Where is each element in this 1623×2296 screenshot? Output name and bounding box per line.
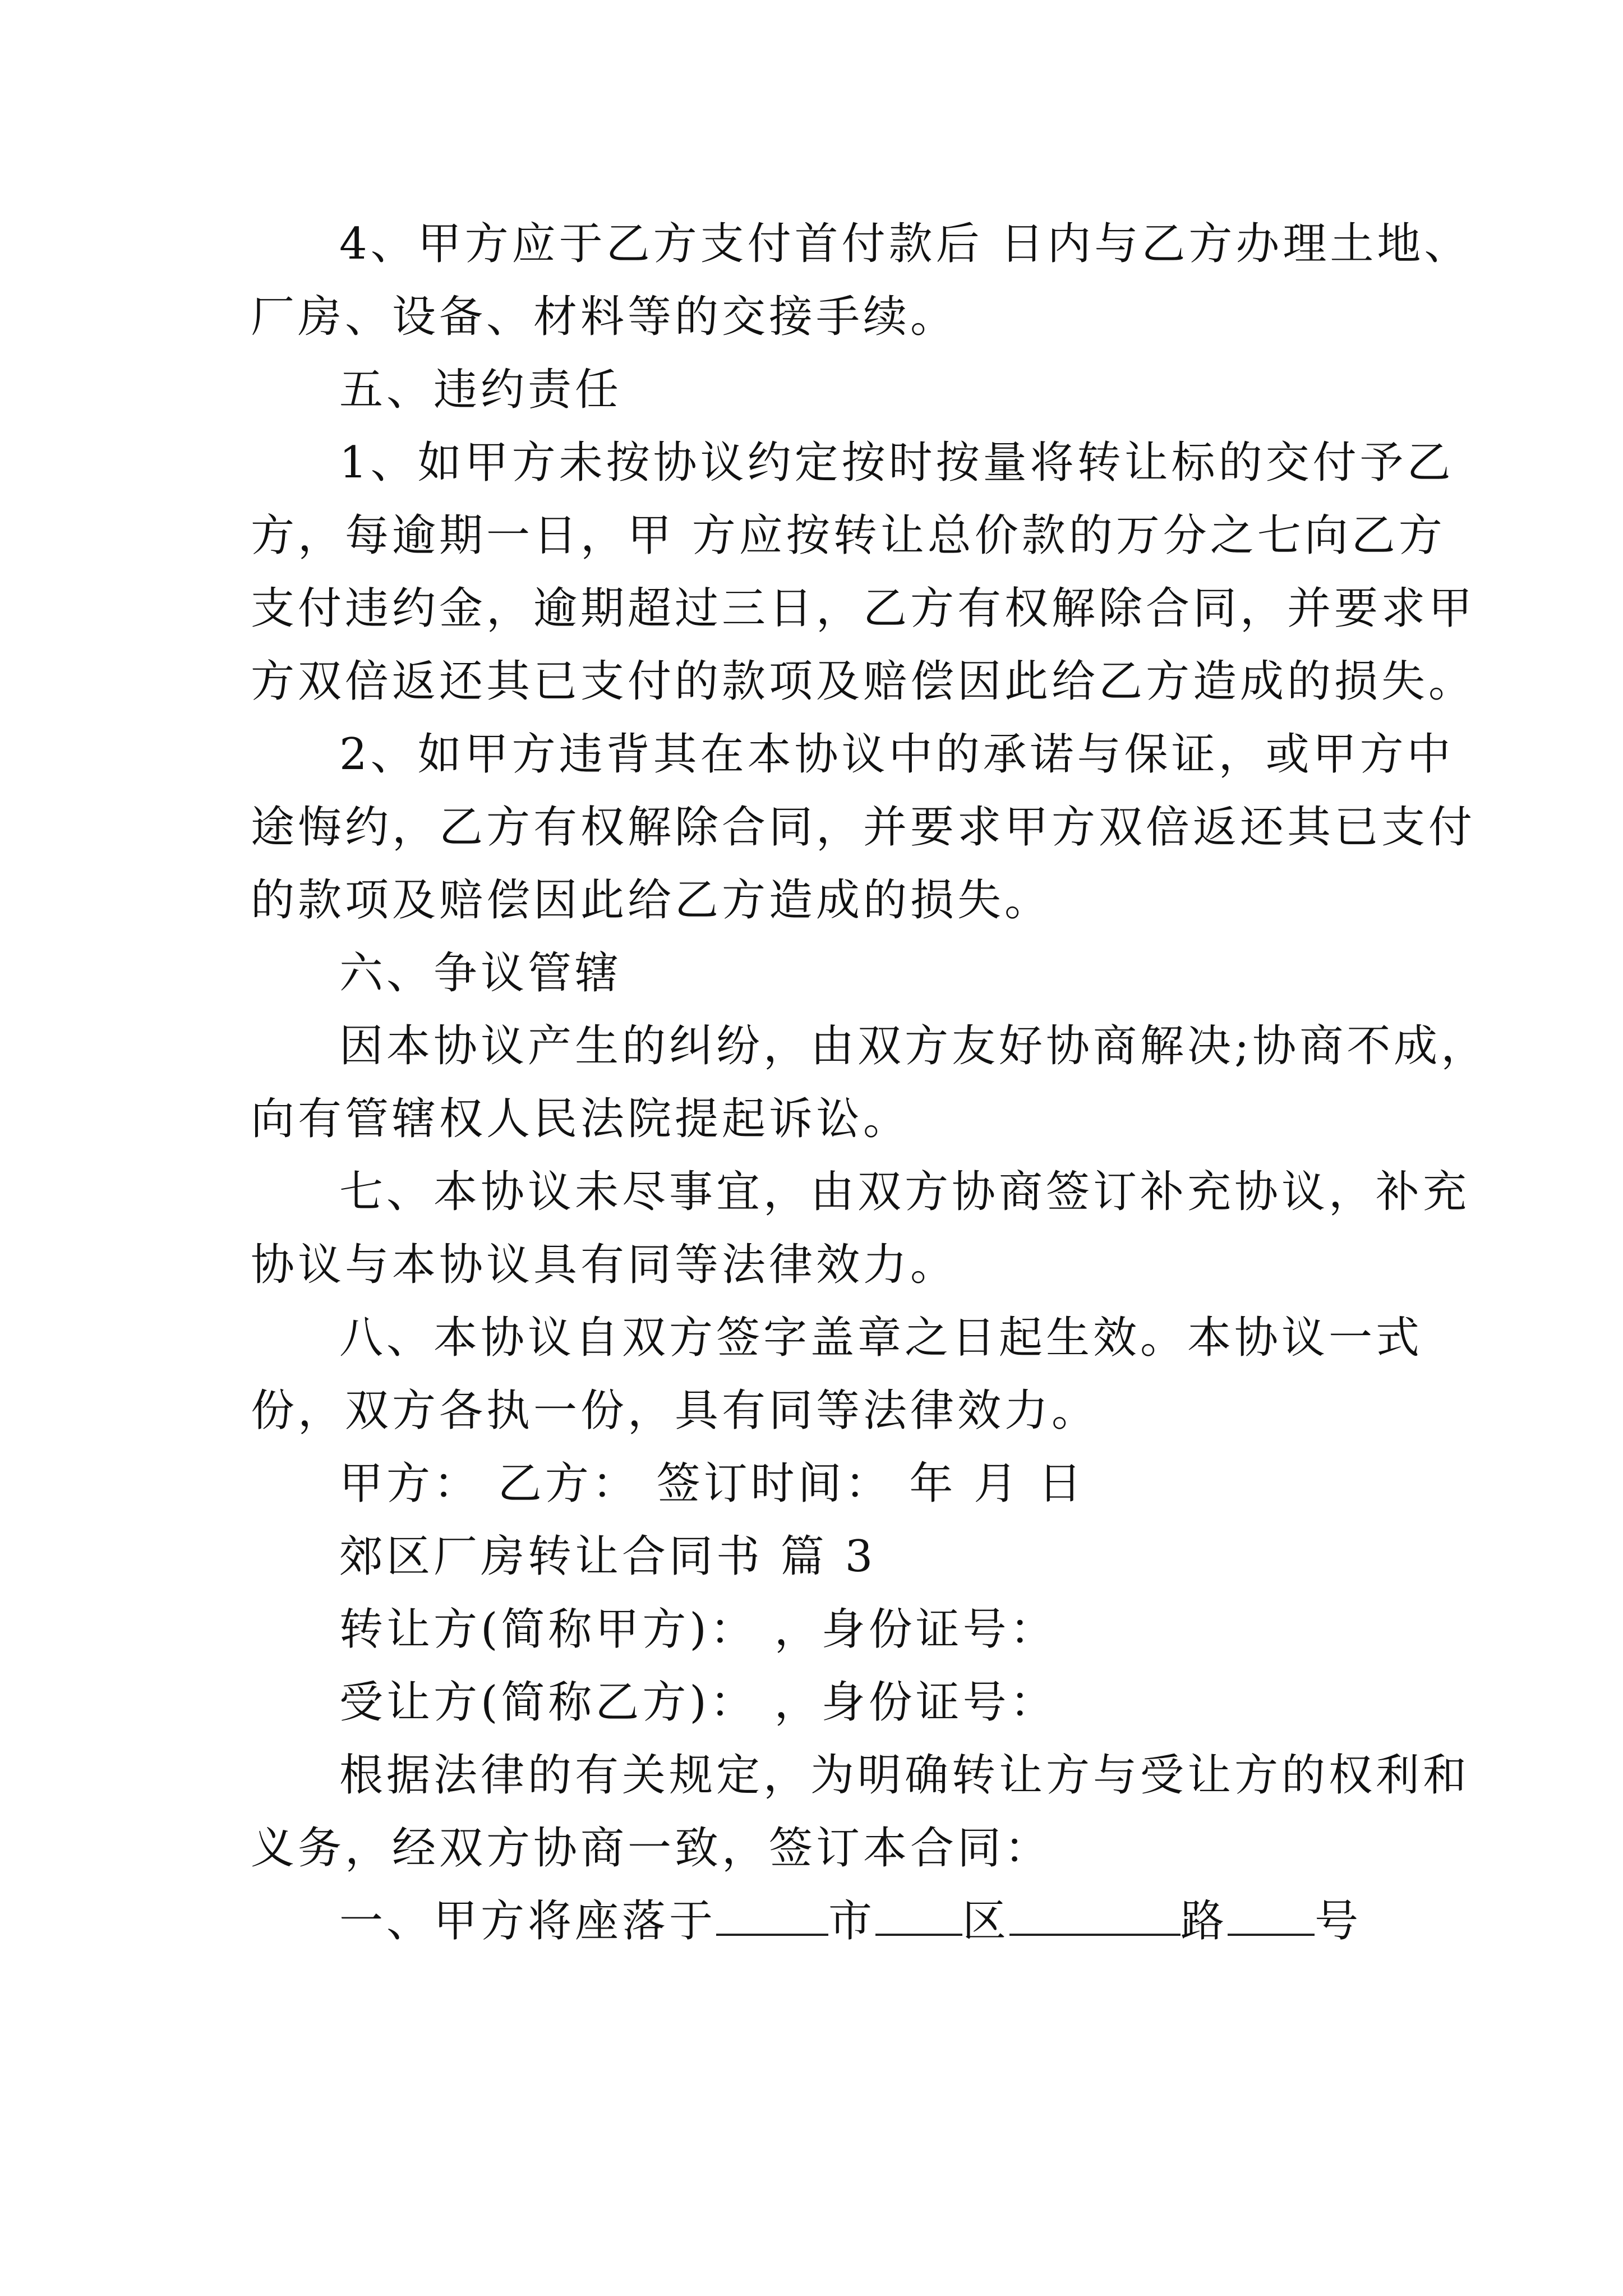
district-blank: [875, 1897, 962, 1936]
clause-8-line-1: 八、本协议自双方签字盖章之日起生效。本协议一式: [339, 1313, 1423, 1363]
clause-8-line-2: 份，双方各执一份，具有同等法律效力。: [251, 1386, 1099, 1436]
transferee-line: 受让方(简称乙方)： ，身份证号：: [339, 1677, 1057, 1728]
city-blank: [716, 1897, 828, 1936]
clause-5-1-line-1: 1、如甲方未按协议约定按时按量将转让标的交付予乙: [339, 438, 1454, 488]
clause-5-2-line-2: 途悔约，乙方有权解除合同，并要求甲方双倍返还其已支付: [251, 802, 1476, 853]
contract-title-3: 郊区厂房转让合同书 篇 3: [339, 1531, 877, 1582]
clause-5-1-line-3: 支付违约金，逾期超过三日，乙方有权解除合同，并要求甲: [251, 583, 1476, 634]
clause-1-prefix: 一、甲方将座落于: [339, 1896, 717, 1947]
clause-5-1-line-4: 方双倍返还其已支付的款项及赔偿因此给乙方造成的损失。: [251, 656, 1476, 707]
preamble-line-2: 义务，经双方协商一致，签订本合同：: [251, 1823, 1052, 1874]
transferor-line: 转让方(简称甲方)： ，身份证号：: [339, 1604, 1057, 1655]
section-heading-6: 六、争议管辖: [339, 948, 623, 999]
paragraph-4-line-2: 厂房、设备、材料等的交接手续。: [251, 292, 958, 342]
number-label: 号: [1315, 1896, 1362, 1947]
number-blank: [1228, 1897, 1315, 1936]
clause-7-line-1: 七、本协议未尽事宜，由双方协商签订补充协议，补充: [339, 1167, 1470, 1217]
clause-6-line-2: 向有管辖权人民法院提起诉讼。: [251, 1094, 911, 1144]
section-heading-5: 五、违约责任: [339, 365, 623, 415]
signature-line: 甲方： 乙方： 签订时间： 年 月 日: [339, 1458, 1085, 1509]
preamble-line-1: 根据法律的有关规定，为明确转让方与受让方的权利和: [339, 1750, 1470, 1801]
city-label: 市: [828, 1896, 876, 1947]
clause-1-line: [339, 1893, 1362, 1949]
district-label: 区: [962, 1896, 1010, 1947]
clause-6-line-1: 因本协议产生的纠纷，由双方友好协商解决;协商不成，: [339, 1021, 1488, 1071]
clause-5-2-line-1: 2、如甲方违背其在本协议中的承诺与保证，或甲方中: [339, 729, 1454, 780]
clause-7-line-2: 协议与本协议具有同等法律效力。: [251, 1240, 958, 1290]
road-blank: [1009, 1897, 1181, 1936]
clause-5-1-line-2: 方，每逾期一日，甲 方应按转让总价款的万分之七向乙方: [251, 510, 1446, 561]
paragraph-4-line-1: 4、甲方应于乙方支付首付款后 日内与乙方办理土地、: [339, 219, 1472, 269]
clause-5-2-line-3: 的款项及赔偿因此给乙方造成的损失。: [251, 875, 1052, 926]
road-label: 路: [1181, 1896, 1228, 1947]
